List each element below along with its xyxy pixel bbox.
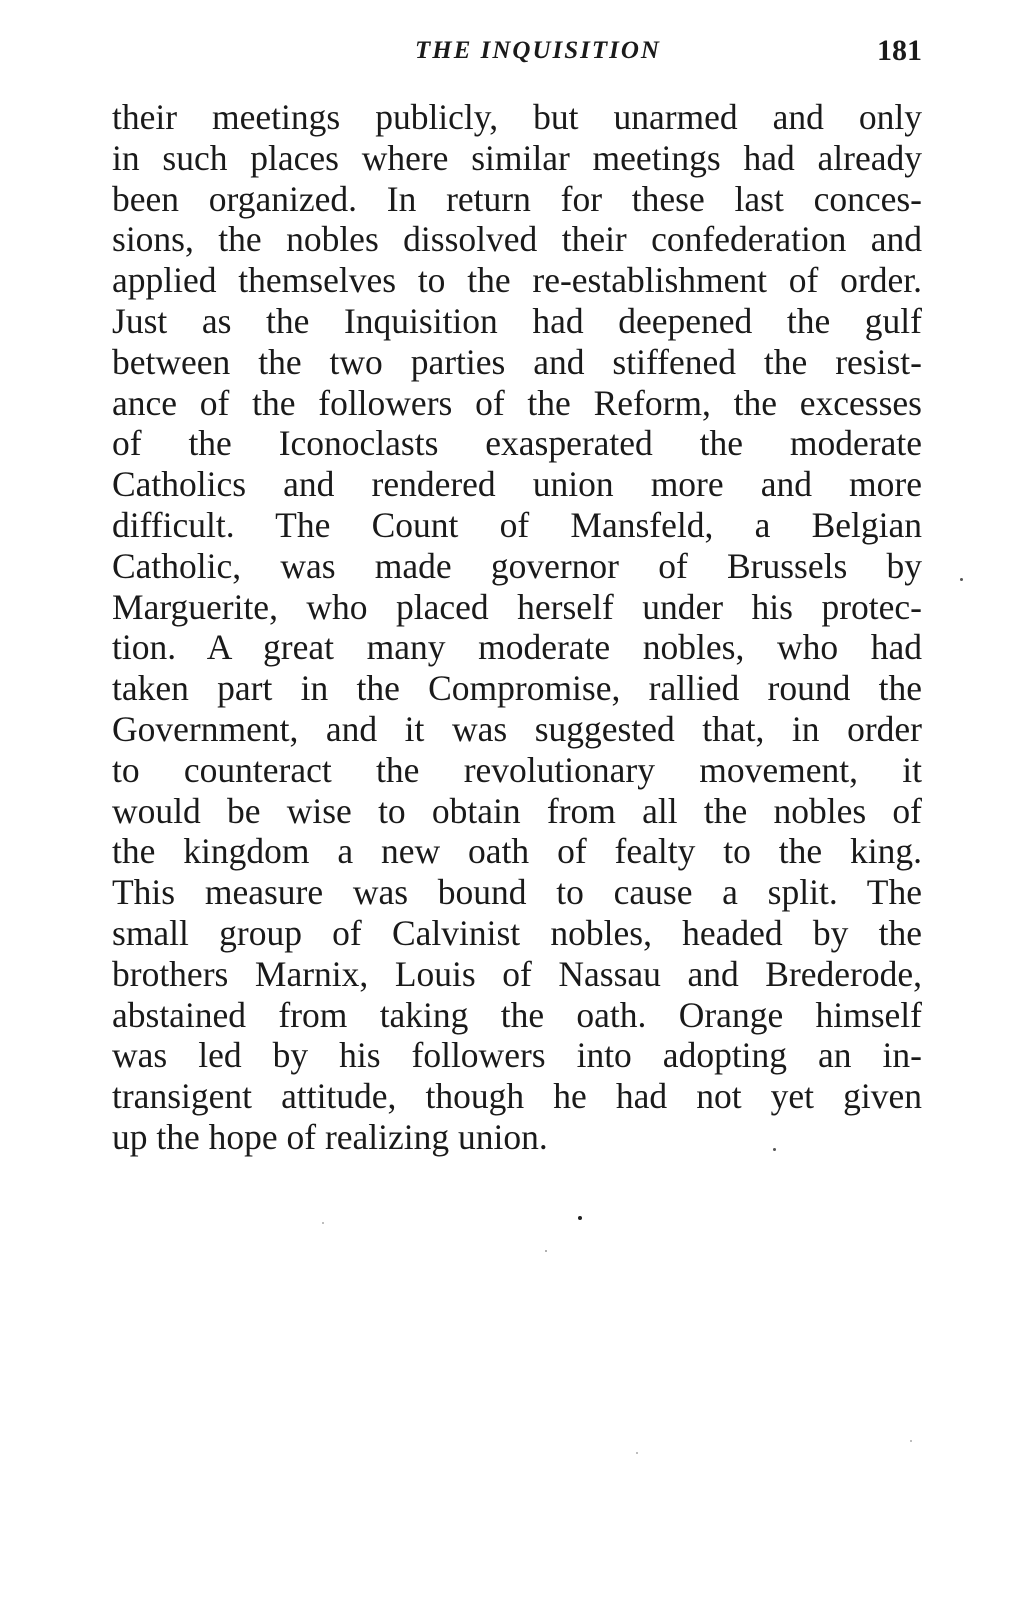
text-line: Catholics and rendered union more and more bbox=[112, 464, 922, 505]
text-line: difficult. The Count of Mansfeld, a Belgian bbox=[112, 504, 922, 545]
scan-speck bbox=[960, 578, 963, 581]
text-line: their meetings publicly, but unarmed and only bbox=[112, 97, 922, 137]
text-line: brothers Marnix, Louis of Nassau and Brederode, bbox=[112, 953, 922, 994]
scan-speck bbox=[322, 1222, 324, 1224]
scan-speck bbox=[773, 1148, 776, 1151]
text-line: Government, and it was suggested that, in order bbox=[112, 708, 922, 749]
text-line: ance of the followers of the Reform, the excesses bbox=[112, 382, 922, 423]
text-line: in such places where similar meetings had already bbox=[112, 137, 922, 178]
text-line: small group of Calvinist nobles, headed by the bbox=[112, 912, 922, 953]
text-line: the kingdom a new oath of fealty to the king. bbox=[112, 831, 922, 872]
scan-speck bbox=[545, 1250, 547, 1252]
text-line: Catholic, was made governor of Brussels by bbox=[112, 545, 922, 586]
body-text bbox=[112, 97, 922, 1158]
running-title: THE INQUISITION bbox=[414, 37, 661, 64]
text-line: been organized. In return for these last conces- bbox=[112, 178, 922, 219]
text-line: taken part in the Compromise, rallied round the bbox=[112, 668, 922, 709]
text-line: Marguerite, who placed herself under his protec- bbox=[112, 586, 922, 627]
text-line: of the Iconoclasts exasperated the moderate bbox=[112, 423, 922, 464]
scan-speck bbox=[636, 1452, 638, 1454]
text-line: transigent attitude, though he had not yet given bbox=[112, 1076, 922, 1117]
text-line: was led by his followers into adopting an in- bbox=[112, 1035, 922, 1076]
running-head bbox=[114, 34, 922, 68]
text-line: between the two parties and stiffened the resist- bbox=[112, 341, 922, 382]
text-line: tion. A great many moderate nobles, who had bbox=[112, 627, 922, 668]
text-line: up the hope of realizing union. bbox=[112, 1116, 548, 1157]
page-number: 181 bbox=[877, 34, 922, 67]
text-line: Just as the Inquisition had deepened the gulf bbox=[112, 300, 922, 341]
text-line: applied themselves to the re-establishment of order. bbox=[112, 260, 922, 301]
text-line: would be wise to obtain from all the nobles of bbox=[112, 790, 922, 831]
scan-speck bbox=[578, 1216, 582, 1220]
text-line: sions, the nobles dissolved their confederation and bbox=[112, 219, 922, 260]
text-line: abstained from taking the oath. Orange himself bbox=[112, 994, 922, 1035]
text-line: This measure was bound to cause a split. The bbox=[112, 872, 922, 913]
text-line: to counteract the revolutionary movement, it bbox=[112, 749, 922, 790]
scan-speck bbox=[910, 1440, 912, 1442]
